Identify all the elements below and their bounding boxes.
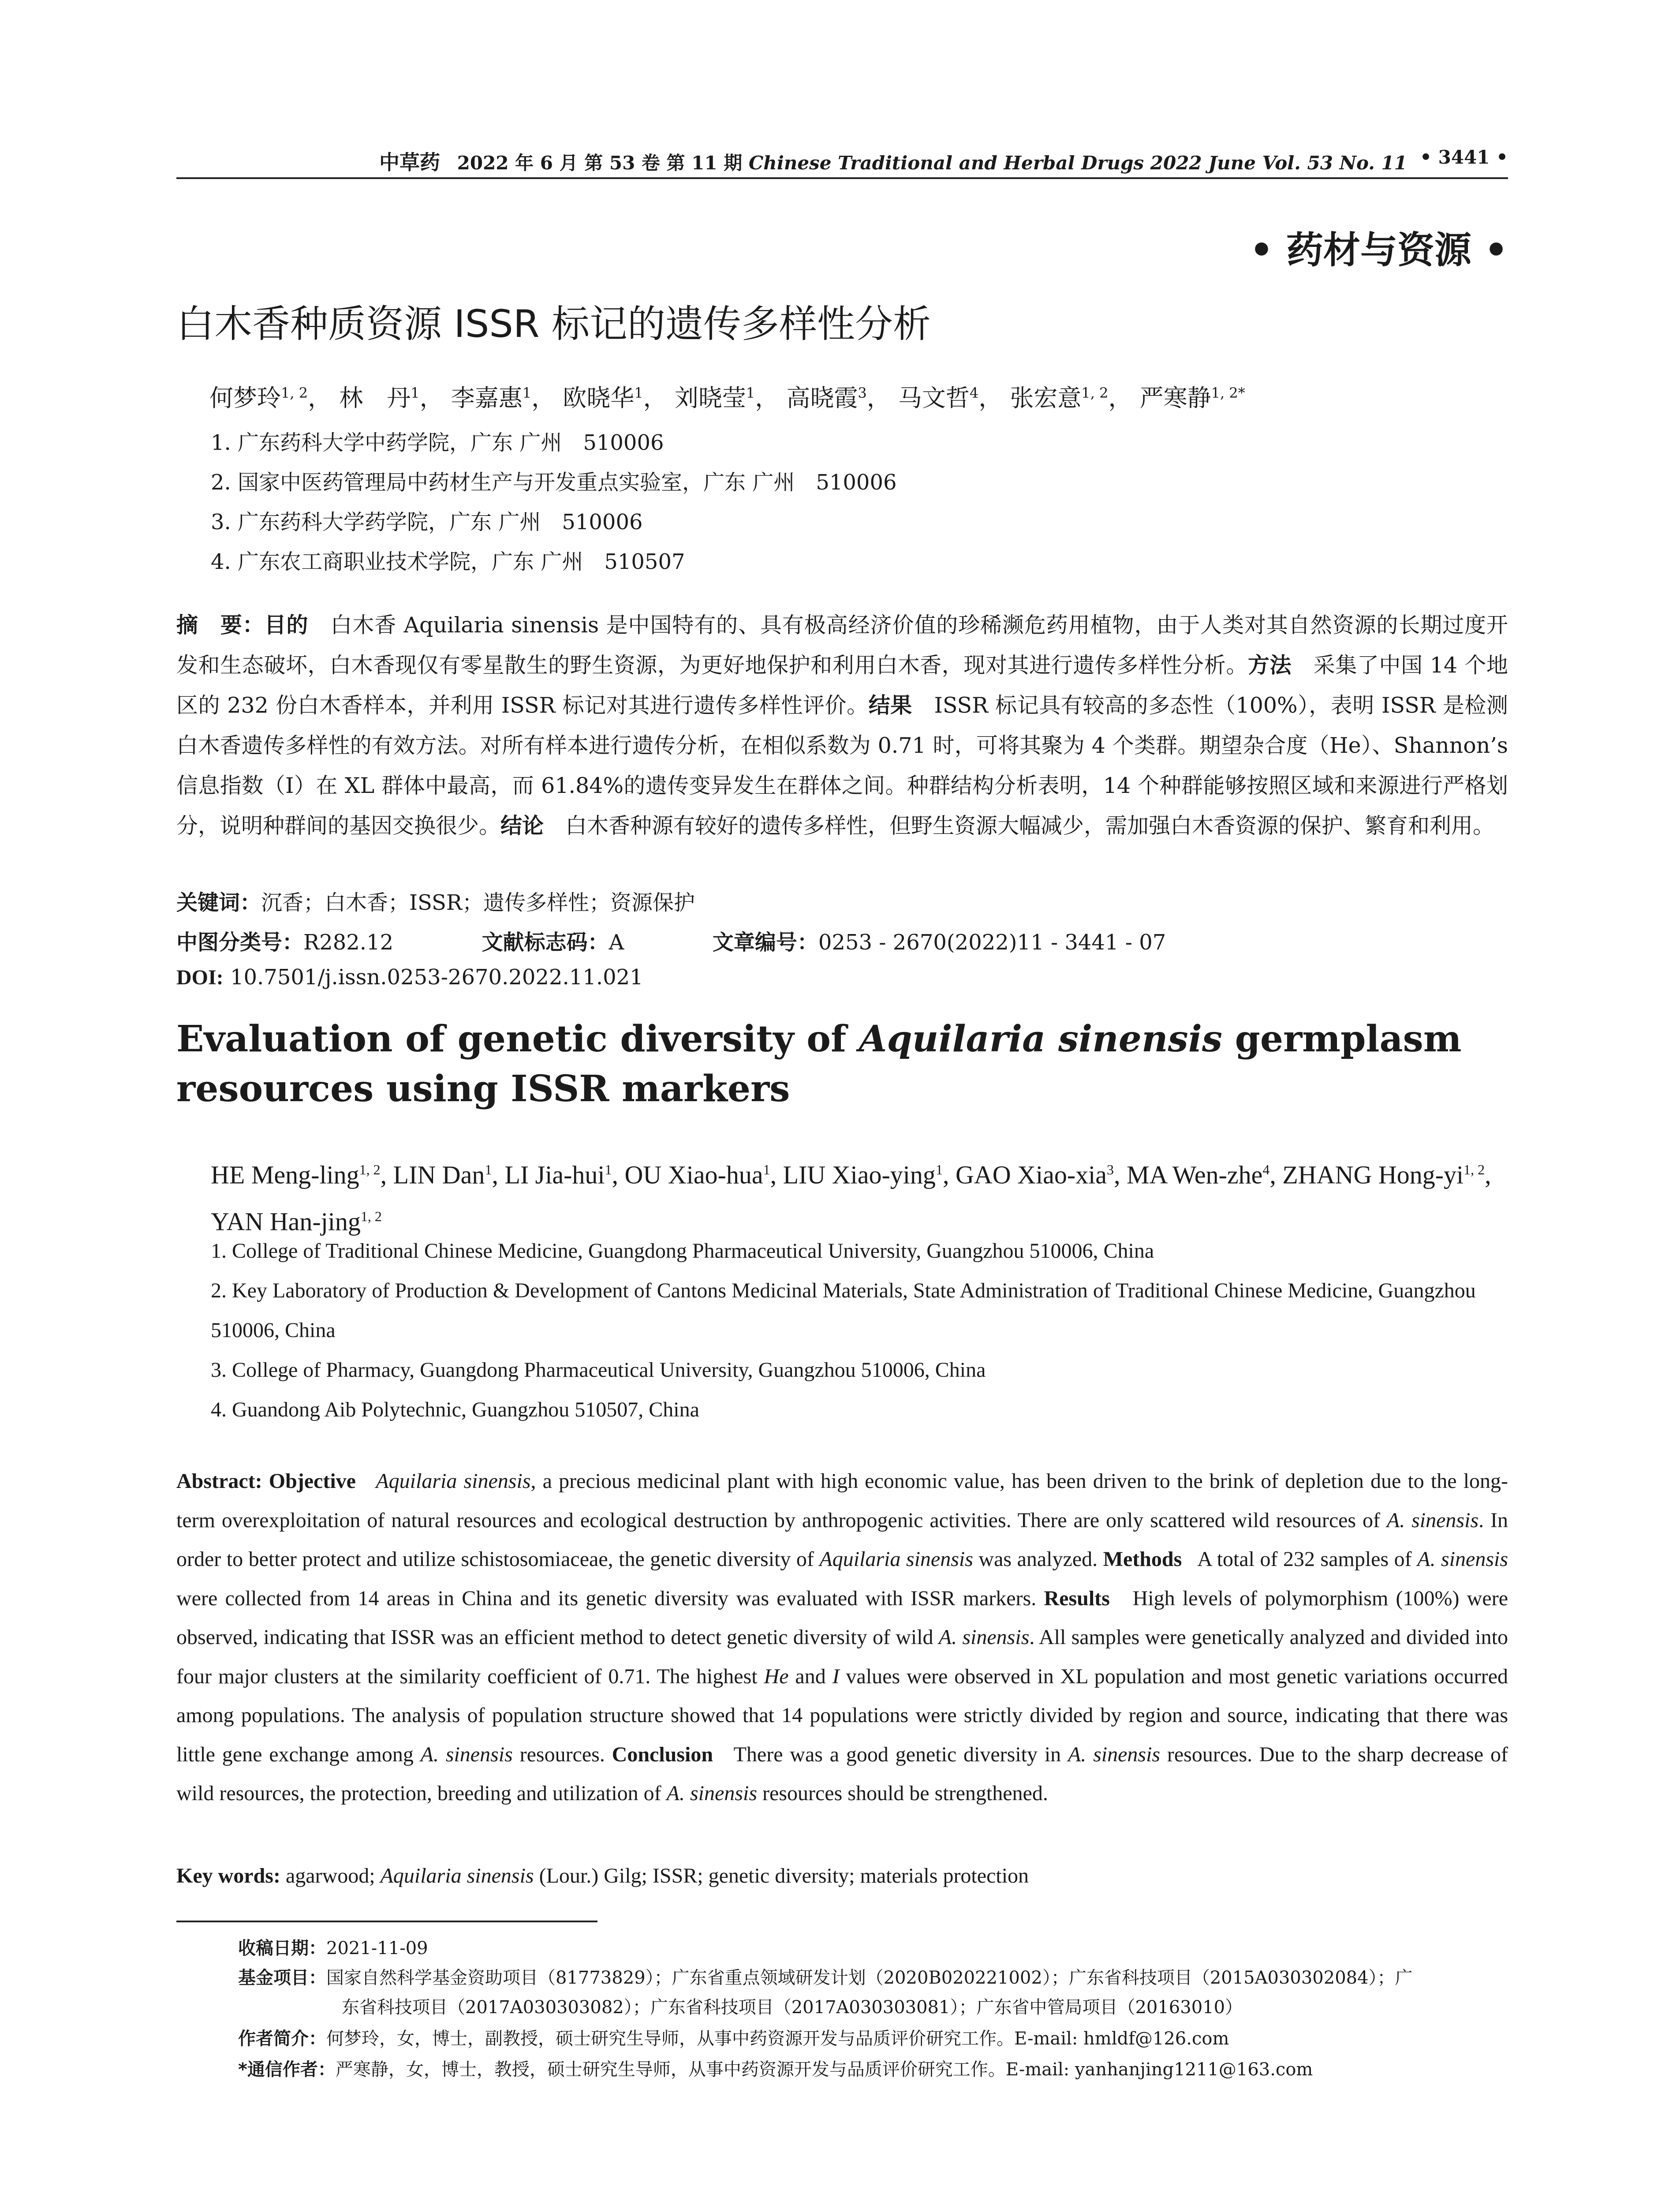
keywords-cn (176, 886, 695, 916)
results-text: ISSR 标记具有较高的多态性（100%），表明 ISSR 是检测白木香遗传多样性的有效方法。对所有样本进行遗传分析，在相似系数为 0.71 时，可将其聚为 4 个类群。期望杂合度（He）、Shannon’s 信息指数（I）在 XL 群体中最高，而 61.84%的遗传变异发生在群体之间。种群结构分析表明，14 个种群能够按照区域和来源进行严格划分，说明种群间的基因交换很少。 (176, 693, 1508, 838)
journal-name-en: Chinese Traditional and Herbal Drugs 2022 June Vol. 53 No. 11 (748, 152, 1407, 174)
species-name: A. sinensis (1068, 1742, 1161, 1766)
clc-value: R282.12 (303, 930, 394, 955)
corresponding-author (238, 2055, 1313, 2084)
affiliation-cn: 2. 国家中医药管理局中药材生产与开发重点实验室，广东 广州 510006 (211, 470, 897, 495)
author-name: 欧晓华 (563, 384, 635, 412)
affiliation-en (211, 1271, 1509, 1350)
objective-text: 白木香 Aquilaria sinensis 是中国特有的、具有极高经济价值的珍稀濒危药用植物，由于人类对其自然资源的长期过度开发和生态破坏，白木香现仅有零星散生的野生资源，为更好地保护和利用白木香，现对其进行遗传多样性分析。 (176, 613, 1508, 678)
clc-label: 中图分类号： (176, 930, 304, 955)
species-name: A. sinensis (666, 1782, 758, 1805)
author-aff: 1, 2 (1463, 1162, 1485, 1177)
conclusion-text: resources. Due to the sharp decrease of wild resources, the protection, breeding and utilization of (176, 1742, 1508, 1805)
he-symbol: He (764, 1664, 789, 1688)
author-aff: 1 (522, 385, 532, 401)
authors-cn: 何梦玲$^{1, 2}$， 林 丹$^1$， 李嘉惠$^1$， 欧晓华$^1$， 刘晓莹$^1$， 高晓霞$^3$， 马文哲$^4$， 张宏意$^{1, 2}$， 严寒静$^{1, 2*}$ (209, 384, 1245, 412)
species-name: Aquilaria sinensis (380, 1864, 534, 1887)
doc-code-label: 文献标志码： (482, 930, 609, 955)
keywords-label: 关键词： (176, 890, 261, 915)
abstract-label: Abstract: (176, 1469, 262, 1493)
affiliation-cn: 3. 广东药科大学药学院，广东 广州 510006 (211, 510, 643, 534)
fund-info-continued: 东省科技项目（2017A030303082）；广东省科技项目（2017A030303081）；广东省中管局项目（20163010） (342, 1997, 1243, 2018)
author-name: HE Meng-ling (211, 1160, 359, 1189)
authors-en: HE Meng-ling$^{1, 2}$, LIN Dan$^1$, LI Jia-hui$^1$, OU Xiao-hua$^1$, LIU Xiao-ying$^1$, GAO Xiao-xia$^3$, MA Wen-zhe$^4$, ZHANG Hong-yi$^{1, 2}$, YAN Han-jing$^{1, 2}$ (211, 1160, 1491, 1236)
objective-label: 目的 (264, 613, 309, 638)
affiliation-en: 1. College of Traditional Chinese Medicine, Guangdong Pharmaceutical University, Guangzhou 510006, China (211, 1239, 1154, 1263)
fund-info (238, 1963, 1413, 1992)
received-value: 2021-11-09 (326, 1938, 428, 1958)
conclusion-text: resources should be strengthened. (757, 1782, 1048, 1805)
title-en-species: Aquilaria sinensis (859, 1018, 1223, 1060)
species-name: A. sinensis (1417, 1547, 1508, 1571)
author-name: LIU Xiao-ying (783, 1160, 936, 1189)
results-text: resources. (512, 1742, 605, 1766)
species-name: A. sinensis (420, 1742, 513, 1766)
author-name: 刘晓莹 (674, 384, 746, 412)
results-text: High levels of polymorphism (100%) were observed, indicating that ISSR was an efficient method to detect genetic diversity of wild (176, 1586, 1508, 1649)
page-number: • 3441 • (1420, 146, 1508, 168)
methods-text: A total of 232 samples of (1197, 1547, 1418, 1571)
received-date (238, 1934, 428, 1963)
author-name: LI Jia-hui (504, 1160, 605, 1189)
title-en-part: germplasm resources using ISSR markers (176, 1018, 1462, 1110)
author-aff: 1, 2 (281, 385, 308, 401)
author-aff: 3 (1107, 1162, 1114, 1177)
methods-text: 采集了中国 14 个地区的 232 份白木香样本，并利用 ISSR 标记对其进行遗传多样性评价。 (176, 653, 1508, 718)
running-header (176, 142, 1508, 177)
methods-label: Methods (1103, 1547, 1182, 1571)
author-aff: 1 (935, 1162, 943, 1177)
author-aff: 4 (969, 385, 979, 401)
conclusion-text: 白木香种源有较好的遗传多样性，但野生资源大幅减少，需加强白木香资源的保护、繁育和利用。 (565, 813, 1495, 838)
author-name: LIN Dan (393, 1160, 485, 1189)
author-name: YAN Han-jing (211, 1207, 361, 1236)
author-name: 李嘉惠 (451, 384, 523, 412)
footnote-divider (176, 1921, 597, 1922)
author-name: GAO Xiao-xia (955, 1160, 1107, 1189)
title-cn: 白木香种质资源 ISSR 标记的遗传多样性分析 (176, 302, 931, 346)
fund-label: 基金项目： (238, 1968, 326, 1988)
author-name: MA Wen-zhe (1127, 1160, 1263, 1189)
journal-name-cn: 中草药 (379, 150, 440, 174)
abstract-cn (176, 605, 1508, 846)
results-text: . All samples were genetically analyzed and divided into four major clusters at the similarity coefficient of 0.71. The highest (176, 1626, 1508, 1688)
conclusion-label: Conclusion (612, 1742, 713, 1766)
author-aff: 4 (1262, 1162, 1270, 1177)
article-number-label: 文章编号： (712, 930, 818, 955)
author-bio (238, 2024, 1229, 2053)
doi-line (176, 965, 643, 990)
author-aff: 1 (605, 1162, 612, 1177)
author-name: 张宏意 (1010, 384, 1082, 412)
keywords-label: Key words: (176, 1864, 280, 1887)
author-aff: 1 (485, 1162, 492, 1177)
keywords-text: agarwood; (285, 1864, 381, 1887)
corr-label: *通信作者： (238, 2059, 336, 2080)
i-symbol: I (832, 1664, 840, 1688)
fund-text: 国家自然科学基金资助项目（81773829）；广东省重点领域研发计划（2020B020221002）；广东省科技项目（2015A030302084）；广 (326, 1968, 1413, 1988)
author-name: 何梦玲 (209, 384, 281, 412)
species-name: A. sinensis (1386, 1508, 1479, 1532)
author-name: 严寒静 (1139, 384, 1211, 412)
issue-cn: 2022 年 6 月 第 53 卷 第 11 期 (457, 152, 743, 174)
doi-value: 10.7501/j.issn.0253-2670.2022.11.021 (230, 965, 643, 990)
affiliation-en: 3. College of Pharmacy, Guangdong Pharmaceutical University, Guangzhou 510006, China (211, 1358, 986, 1382)
species-name: Aquilaria sinensis (819, 1547, 973, 1571)
affiliation-en-text: 2. Key Laboratory of Production & Development of Cantons Medicinal Materials, State Administration of Traditional Chinese Medicine, Guangzhou 510006, China (211, 1279, 1476, 1342)
keywords-en (176, 1857, 1508, 1896)
results-text: values were observed in XL population and most genetic variations occurred among populations. The analysis of population structure showed that 14 populations were strictly divided by region and source, indicating that there was little gene exchange among (176, 1664, 1508, 1766)
author-aff: 3 (858, 385, 867, 401)
author-aff: 1 (411, 385, 420, 401)
title-en (176, 1014, 1508, 1114)
title-en-part: Evaluation of genetic diversity of (176, 1018, 859, 1060)
author-aff: 1, 2 (360, 1208, 382, 1225)
author-name: 林 丹 (339, 384, 411, 412)
header-citation (379, 146, 1407, 176)
abstract-label: 摘 要： (176, 613, 265, 638)
classification-line (176, 925, 1166, 956)
header-divider (176, 177, 1508, 179)
author-aff: 1, 2 (359, 1162, 381, 1177)
corr-text: 严寒静，女，博士，教授，硕士研究生导师，从事中药资源开发与品质评价研究工作。E-mail: yanhanjing1211@163.com (335, 2059, 1313, 2080)
author-aff: 1 (763, 1162, 770, 1177)
bio-text: 何梦玲，女，博士，副教授，硕士研究生导师，从事中药资源开发与品质评价研究工作。E-mail: hmldf@126.com (326, 2029, 1229, 2049)
objective-label: Objective (269, 1469, 356, 1493)
objective-text: . In order to better protect and utilize schistosomiaceae, the genetic diversity of (176, 1508, 1508, 1571)
author-name: 马文哲 (898, 384, 970, 412)
affiliation-cn: 4. 广东农工商职业技术学院，广东 广州 510507 (211, 549, 685, 574)
author-name: ZHANG Hong-yi (1282, 1160, 1464, 1189)
species-name: Aquilaria sinensis (376, 1469, 531, 1493)
conclusion-text: There was a good genetic diversity in (733, 1742, 1068, 1766)
author-aff: 1 (634, 385, 643, 401)
section-heading: • 药材与资源 • (1250, 228, 1508, 272)
objective-text: was analyzed. (973, 1547, 1098, 1571)
article-number-value: 0253 - 2670(2022)11 - 3441 - 07 (818, 930, 1166, 955)
doi-label: DOI: (176, 966, 224, 989)
received-label: 收稿日期： (238, 1938, 326, 1958)
results-label: 结果 (868, 693, 912, 718)
species-name: A. sinensis (938, 1626, 1030, 1649)
author-name: 高晓霞 (786, 384, 858, 412)
doc-code-value: A (609, 930, 624, 955)
keywords-text: 沉香；白木香；ISSR；遗传多样性；资源保护 (261, 890, 695, 915)
results-label: Results (1044, 1586, 1110, 1610)
affiliation-cn: 1. 广东药科大学中药学院，广东 广州 510006 (211, 430, 664, 455)
methods-label: 方法 (1247, 653, 1292, 678)
author-aff: 1, 2* (1211, 385, 1245, 401)
author-name: OU Xiao-hua (624, 1160, 763, 1189)
results-text: and (788, 1664, 833, 1688)
methods-text: were collected from 14 areas in China and its genetic diversity was evaluated with ISSR markers. (176, 1586, 1037, 1610)
bio-label: 作者简介： (238, 2029, 326, 2049)
conclusion-label: 结论 (500, 813, 544, 838)
keywords-text: (Lour.) Gilg; ISSR; genetic diversity; materials protection (534, 1864, 1029, 1887)
affiliation-en: 4. Guandong Aib Polytechnic, Guangzhou 510507, China (211, 1398, 699, 1421)
author-aff: 1, 2 (1081, 385, 1109, 401)
abstract-en (176, 1462, 1508, 1813)
author-aff: 1 (746, 385, 755, 401)
objective-text: , a precious medicinal plant with high economic value, has been driven to the brink of depletion due to the long-term overexploitation of natural resources and ecological destruction by anthropogenic activities. There are only scattered wild resources of (176, 1469, 1508, 1532)
